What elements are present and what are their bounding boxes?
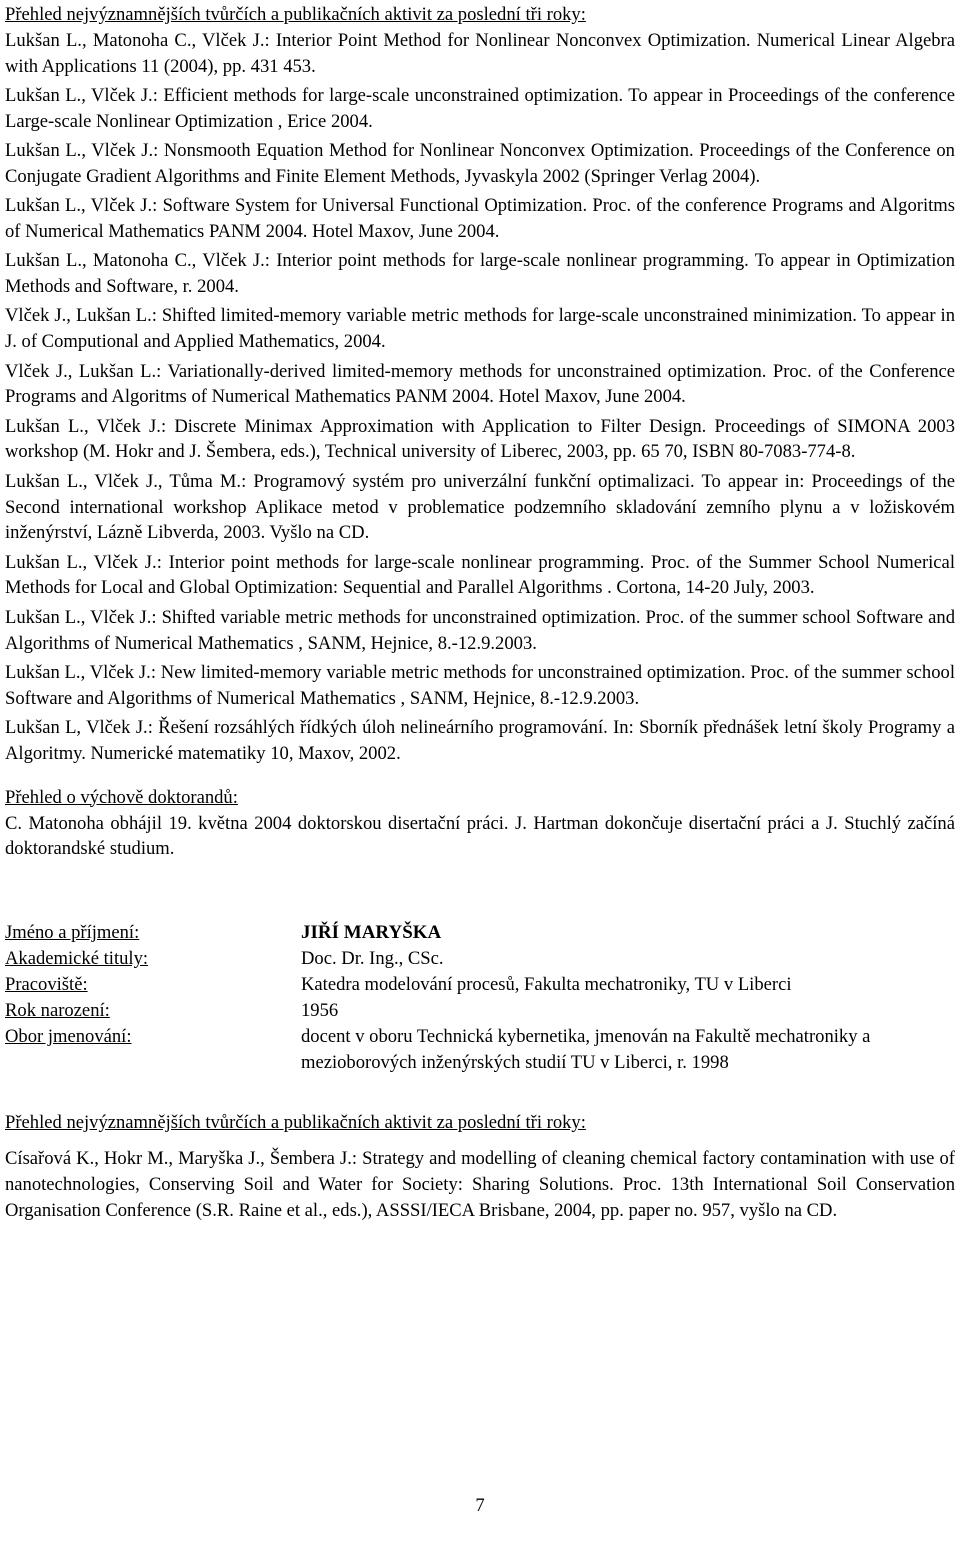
name-label: Jméno a příjmení: bbox=[5, 922, 140, 944]
publication-item bbox=[5, 414, 955, 466]
publication-details: : Strategy and modelling of cleaning chemical factory contamination with use of nanotechnologies, Conserving Soil and Water for Society: Sharing Solutions. Proc. 13th International Soil Conservation Organisation Conference (S.R. Raine et al., eds.), ASSSI/IECA Brisbane, 2004, pp. paper no. 957, vyšlo na CD. bbox=[5, 1148, 955, 1221]
publication-details: : New limited-memory variable metric methods for unconstrained optimization. Proc. of the summer school Software and Algorithms of Numerical Mathematics , SANM, Hejnice, 8.-12.9.2003. bbox=[5, 661, 955, 709]
section-heading-publications: Přehled nejvýznamnějších tvůrčích a publikačních aktivit za poslední tři roky: bbox=[5, 4, 586, 25]
page-number: 7 bbox=[475, 1495, 485, 1516]
publication-item bbox=[5, 248, 955, 300]
birth-label: Rok narození: bbox=[5, 1000, 110, 1022]
publication-authors: Lukšan L, Vlček J. bbox=[5, 716, 148, 738]
titles-value: Doc. Dr. Ing., CSc. bbox=[301, 948, 444, 970]
publication-authors: Lukšan L., Vlček J. bbox=[5, 606, 152, 628]
section-heading-publications-2: Přehled nejvýznamnějších tvůrčích a publikačních aktivit za poslední tři roky: bbox=[5, 1112, 586, 1134]
publication-item bbox=[5, 469, 955, 546]
titles-label: Akademické tituly: bbox=[5, 948, 149, 970]
person-workplace-row bbox=[5, 972, 955, 998]
publication-details: : Efficient methods for large-scale unconstrained optimization. To appear in Proceedings of the conference Large-scale Nonlinear Optimization , Erice 2004. bbox=[5, 85, 955, 132]
publication-item bbox=[5, 715, 955, 767]
publication-item bbox=[5, 303, 955, 355]
person-info-table bbox=[5, 920, 955, 1076]
section-heading-doctoral: Přehled o výchově doktorandů: bbox=[5, 786, 238, 808]
person-name-row bbox=[5, 920, 955, 946]
publication-authors: Lukšan L., Vlček J. bbox=[5, 140, 154, 162]
publication-item bbox=[5, 28, 955, 80]
person-field-row bbox=[5, 1024, 955, 1076]
publication-authors: Lukšan L., Vlček J. bbox=[5, 661, 151, 683]
publication-list-2 bbox=[5, 1146, 955, 1223]
publication-item bbox=[5, 193, 955, 245]
document-page bbox=[5, 0, 955, 1227]
publication-authors: Lukšan L., Matonoha C., Vlček J. bbox=[5, 250, 265, 272]
workplace-value: Katedra modelování procesů, Fakulta mechatroniky, TU v Liberci bbox=[301, 974, 792, 996]
publication-details: : Variationally-derived limited-memory methods for unconstrained optimization. Proc. of the Conference Programs and Algoritms of Numerical Mathematics PANM 2004. Hotel Maxov, June 2004. bbox=[5, 360, 955, 408]
publication-authors: Lukšan L., Vlček J., Tůma M. bbox=[5, 470, 242, 492]
publication-item bbox=[5, 1146, 955, 1223]
publication-details: : Interior point methods for large-scale nonlinear programming. To appear in Optimization Methods and Software, r. 2004. bbox=[5, 250, 955, 298]
field-label: Obor jmenování: bbox=[5, 1026, 132, 1048]
publication-item bbox=[5, 605, 955, 657]
publication-item bbox=[5, 138, 955, 190]
publication-authors: Císařová K., Hokr M., Maryška J., Šembera J. bbox=[5, 1148, 352, 1170]
publication-authors: Vlček J., Lukšan L. bbox=[5, 305, 152, 327]
publication-authors: Lukšan L., Vlček J. bbox=[5, 551, 157, 573]
publication-item bbox=[5, 83, 955, 135]
workplace-label: Pracoviště: bbox=[5, 974, 88, 996]
name-value: JIŘÍ MARYŠKA bbox=[301, 922, 442, 944]
person-titles-row bbox=[5, 946, 955, 972]
publication-details: : Interior point methods for large-scale nonlinear programming. Proc. of the Summer School Numerical Methods for Local and Global Optimization: Sequential and Parallel Algorithms . Cortona, 14-20 July, 2003. bbox=[5, 551, 955, 599]
publication-details: : Software System for Universal Functional Optimization. Proc. of the conference Programs and Algoritms of Numerical Mathematics PANM 2004. Hotel Maxov, June 2004. bbox=[5, 195, 955, 243]
publication-details: : Interior Point Method for Nonlinear Nonconvex Optimization. Numerical Linear Algebra with Applications 11 (2004), pp. 431 453. bbox=[5, 30, 956, 77]
publication-item bbox=[5, 660, 955, 712]
person-birth-row bbox=[5, 998, 955, 1024]
publication-list bbox=[5, 28, 955, 767]
publication-details: : Nonsmooth Equation Method for Nonlinear Nonconvex Optimization. Proceedings of the Conference on Conjugate Gradient Algorithms and Finite Element Methods, Jyvaskyla 2002 (Springer Verlag 2004). bbox=[5, 140, 955, 187]
publication-details: : Programový systém pro univerzální funkční optimalizaci. To appear in: Proceedings of the Second international workshop Aplikace metod v problematice podzemního skladování zemního plynu a v ložiskovém inženýrství, Lázně Libverda, 2003. Vyšlo na CD. bbox=[5, 470, 955, 544]
publication-item bbox=[5, 550, 955, 602]
field-value: docent v oboru Technická kybernetika, jmenován na Fakultě mechatroniky a mezioborových inženýrských studií TU v Liberci, r. 1998 bbox=[301, 1026, 871, 1074]
publication-authors: Vlček J., Lukšan L. bbox=[5, 360, 157, 382]
publication-item bbox=[5, 359, 955, 411]
publication-details: : Shifted variable metric methods for unconstrained optimization. Proc. of the summer school Software and Algorithms of Numerical Mathematics , SANM, Hejnice, 8.-12.9.2003. bbox=[5, 606, 955, 654]
publication-authors: Lukšan L., Vlček J. bbox=[5, 85, 153, 107]
publication-details: : Shifted limited-memory variable metric methods for large-scale unconstrained minimization. To appear in J. of Computional and Applied Mathematics, 2004. bbox=[5, 305, 955, 353]
birth-value: 1956 bbox=[301, 1000, 339, 1022]
publication-authors: Lukšan L., Vlček J. bbox=[5, 195, 153, 217]
publication-authors: Lukšan L., Matonoha C., Vlček J. bbox=[5, 30, 265, 51]
doctoral-text: C. Matonoha obhájil 19. května 2004 doktorskou disertační práci. J. Hartman dokončuje disertační práci a J. Stuchlý začíná doktorandské studium. bbox=[5, 812, 955, 860]
publication-details: : Řešení rozsáhlých řídkých úloh nelineárního programování. In: Sborník přednášek letní školy Programy a Algoritmy. Numerické matematiky 10, Maxov, 2002. bbox=[5, 716, 955, 764]
publication-authors: Lukšan L., Vlček J. bbox=[5, 415, 161, 437]
publication-details: : Discrete Minimax Approximation with Application to Filter Design. Proceedings of SIMONA 2003 workshop (M. Hokr and J. Šembera, eds.), Technical university of Liberec, 2003, pp. 65 70, ISBN 80-7083-774-8. bbox=[5, 415, 955, 463]
